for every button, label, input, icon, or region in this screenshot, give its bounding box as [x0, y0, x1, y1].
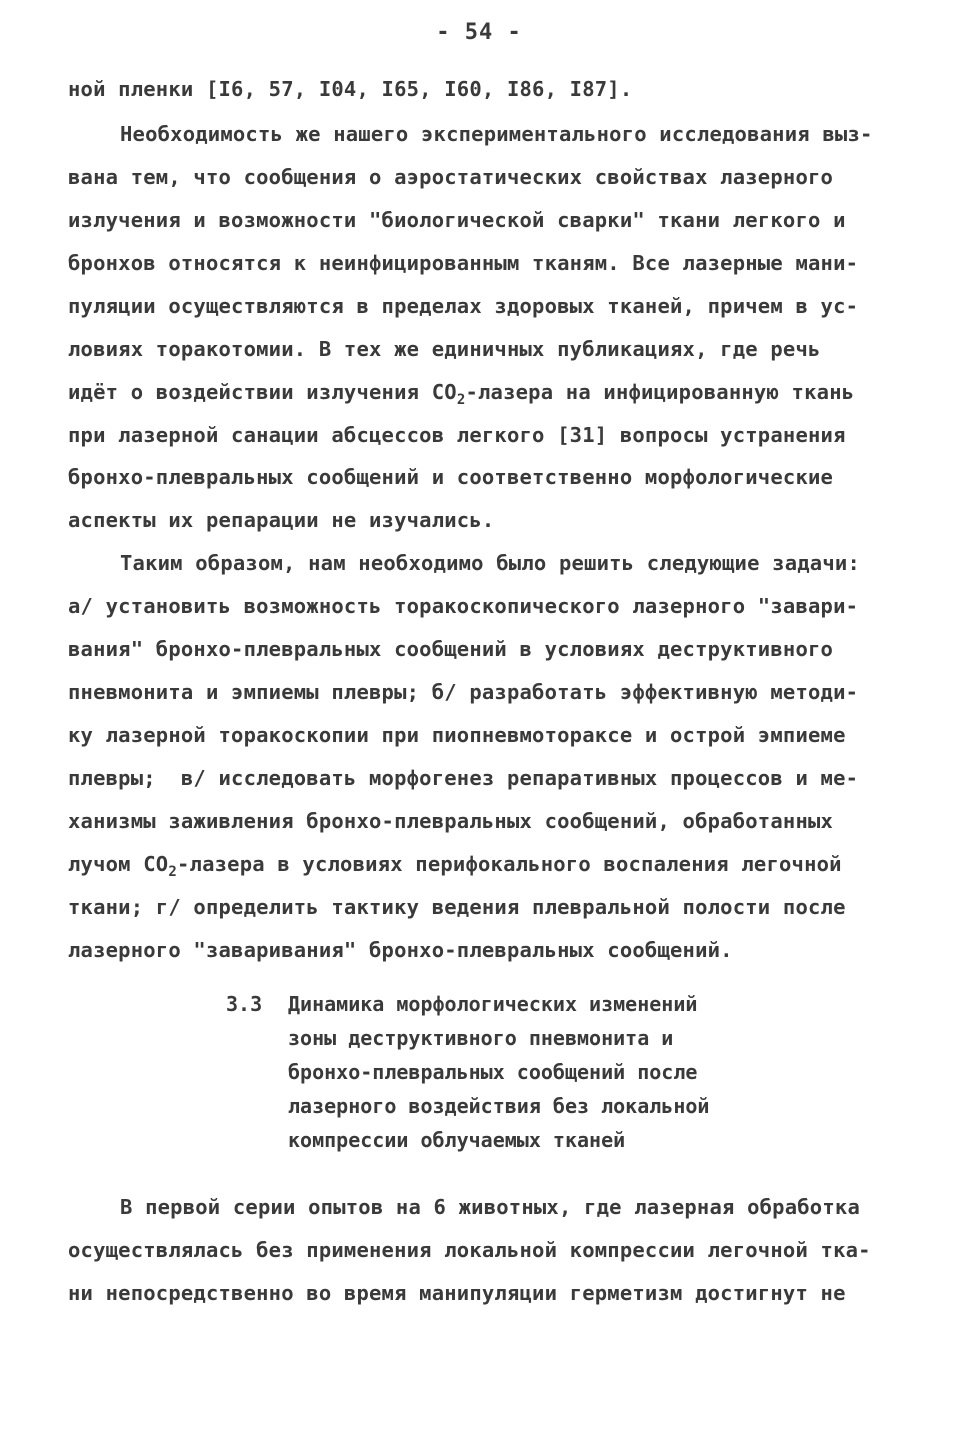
- text-line: Необходимость же нашего экспериментального исследования выз-: [120, 122, 873, 146]
- heading-line: бронхо-плевральных сообщений после: [288, 1060, 698, 1084]
- text-line: вания" бронхо-плевральных сообщений в условиях деструктивного: [68, 637, 834, 661]
- text-line: ткани; г/ определить тактику ведения плевральной полости после: [68, 895, 846, 919]
- page-number: - 54 -: [436, 20, 522, 45]
- text-line: В первой серии опытов на 6 животных, где лазерная обработка: [120, 1195, 860, 1219]
- text-line: а/ установить возможность торакоскопического лазерного "завари-: [68, 594, 859, 618]
- text-line: Таким образом, нам необходимо было решить следующие задачи:: [120, 551, 860, 575]
- text-line: ловиях торакотомии. В тех же единичных публикациях, где речь: [68, 337, 821, 361]
- text-line: ханизмы заживления бронхо-плевральных сообщений, обработанных: [68, 809, 834, 833]
- text-line: при лазерной санации абсцессов легкого [31] вопросы устранения: [68, 423, 846, 447]
- text-line: осуществлялась без применения локальной компрессии легочной тка-: [68, 1238, 871, 1262]
- heading-line: Динамика морфологических изменений: [288, 992, 698, 1016]
- section-number: 3.3: [226, 992, 263, 1016]
- text-line: бронхов относятся к неинфицированным тканям. Все лазерные мани-: [68, 251, 859, 275]
- heading-line: компрессии облучаемых тканей: [288, 1128, 626, 1152]
- text-line: плевры; в/ исследовать морфогенез репаративных процессов и ме-: [68, 766, 859, 790]
- text-line: лучом $CO_2$-лазера в условиях перифокального воспаления легочной: [68, 852, 842, 880]
- text-line: бронхо-плевральных сообщений и соответственно морфологические: [68, 465, 834, 489]
- heading-line: зоны деструктивного пневмонита и: [288, 1026, 674, 1050]
- text-line: излучения и возможности "биологической сварки" ткани легкого и: [68, 208, 846, 232]
- heading-line: лазерного воздействия без локальной: [288, 1094, 710, 1118]
- text-line: вана тем, что сообщения о аэростатических свойствах лазерного: [68, 165, 834, 189]
- text-line: ной пленки [I6, 57, I04, I65, I60, I86, I87].: [68, 77, 633, 101]
- text-line: аспекты их репарации не изучались.: [68, 508, 495, 532]
- text-line: лазерного "заваривания" бронхо-плевральных сообщений.: [68, 938, 733, 962]
- text-line: ку лазерной торакоскопии при пиопневмотораксе и острой эмпиеме: [68, 723, 846, 747]
- text-line: пневмонита и эмпиемы плевры; б/ разработать эффективную методи-: [68, 680, 859, 704]
- text-line: пуляции осуществляются в пределах здоровых тканей, причем в ус-: [68, 294, 859, 318]
- text-line: идёт о воздействии излучения $CO_2$-лазера на инфицированную ткань: [68, 380, 855, 408]
- text-line: ни непосредственно во время манипуляции герметизм достигнут не: [68, 1281, 846, 1305]
